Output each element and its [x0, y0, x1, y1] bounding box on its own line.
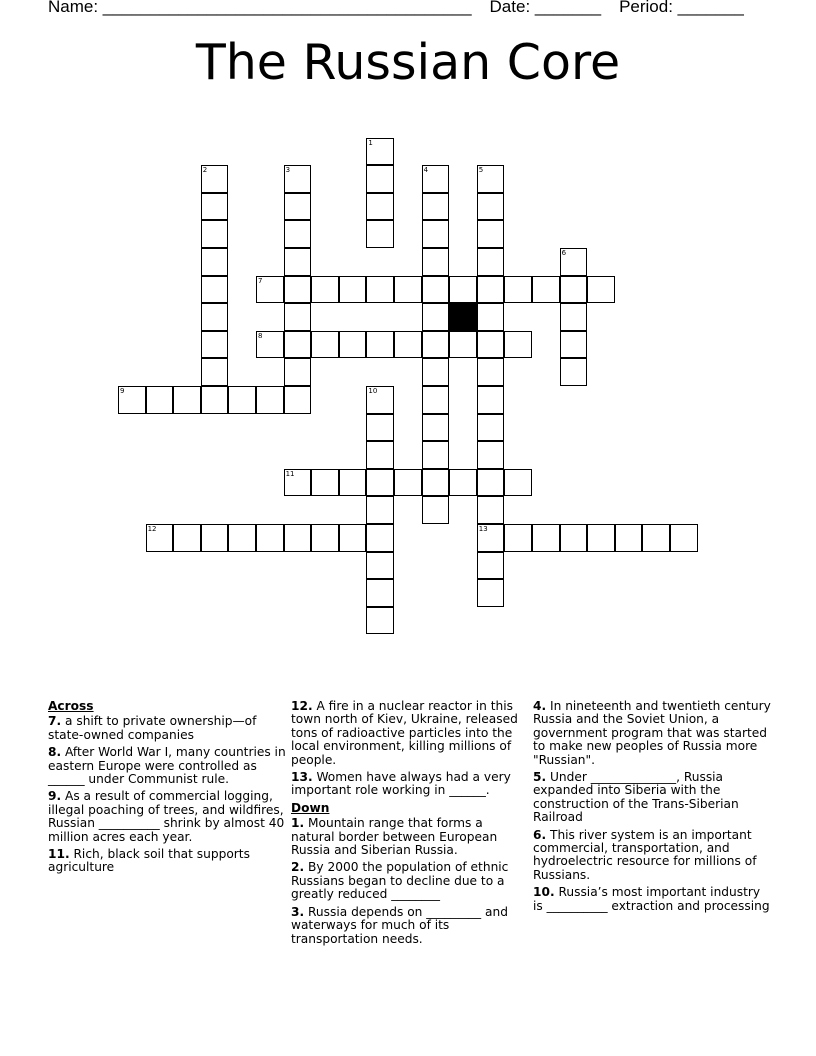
answer-cell[interactable]	[642, 524, 670, 552]
clues-column-3	[533, 700, 771, 917]
answer-cell[interactable]	[477, 358, 505, 386]
answer-cell[interactable]	[366, 138, 394, 166]
clues-column-1	[48, 700, 286, 879]
answer-cell[interactable]	[201, 303, 229, 331]
answer-cell[interactable]	[228, 524, 256, 552]
clue-text: Russia’s most important industry is __________ extraction and processing	[533, 885, 770, 913]
clue-down-3	[291, 906, 529, 946]
answer-cell[interactable]	[146, 386, 174, 414]
clue-text: After World War I, many countries in eastern Europe were controlled as ______ under Communist rule.	[48, 745, 286, 787]
across-heading: Across	[48, 699, 94, 713]
clue-across-11	[48, 848, 286, 875]
clue-down-2	[291, 861, 529, 901]
clue-text: Mountain range that forms a natural border between European Russia and Siberian Russia.	[291, 816, 498, 858]
answer-cell[interactable]	[477, 552, 505, 580]
answer-cell[interactable]	[560, 524, 588, 552]
clue-number: 8.	[48, 745, 62, 760]
answer-cell[interactable]	[366, 276, 394, 304]
answer-cell[interactable]	[587, 276, 615, 304]
answer-cell[interactable]	[201, 248, 229, 276]
answer-cell[interactable]	[477, 386, 505, 414]
answer-cell[interactable]	[615, 524, 643, 552]
clue-text: Russia depends on _________ and waterways for much of its transportation needs.	[291, 904, 508, 946]
clue-number: 11.	[48, 847, 70, 862]
clue-number: 1.	[291, 816, 305, 831]
answer-cell[interactable]	[477, 469, 505, 497]
clue-text: This river system is an important commercial, transportation, and hydroelectric resource for millions of Russians.	[533, 827, 757, 882]
answer-cell[interactable]	[366, 607, 394, 635]
answer-cell[interactable]	[422, 193, 450, 221]
answer-cell[interactable]	[311, 469, 339, 497]
answer-cell[interactable]	[449, 331, 477, 359]
answer-cell[interactable]	[422, 358, 450, 386]
clue-number: 13.	[291, 770, 313, 785]
clue-number-label: 13	[478, 525, 488, 533]
clue-number: 10.	[533, 885, 555, 900]
answer-cell[interactable]	[366, 579, 394, 607]
answer-cell[interactable]	[146, 524, 174, 552]
answer-cell[interactable]	[284, 331, 312, 359]
answer-cell[interactable]	[366, 552, 394, 580]
clue-across-7	[48, 715, 286, 742]
clue-down-6	[533, 829, 771, 883]
clue-number-label: 11	[285, 469, 295, 478]
clue-across-9	[48, 790, 286, 844]
clue-number: 7.	[48, 714, 62, 729]
clue-number-label: 12	[147, 525, 157, 533]
clue-down-1	[291, 817, 529, 857]
clue-number: 6.	[533, 827, 547, 842]
clue-across-13	[291, 771, 529, 798]
answer-cell[interactable]	[284, 193, 312, 221]
answer-cell[interactable]	[422, 386, 450, 414]
answer-cell[interactable]	[477, 414, 505, 442]
clue-number: 4.	[533, 699, 547, 713]
answer-cell[interactable]	[560, 276, 588, 304]
clue-number-label: 1	[368, 138, 373, 147]
answer-cell[interactable]	[228, 386, 256, 414]
answer-cell[interactable]	[477, 248, 505, 276]
answer-cell[interactable]	[366, 524, 394, 552]
answer-cell[interactable]	[560, 331, 588, 359]
answer-cell[interactable]	[118, 386, 146, 414]
answer-cell[interactable]	[339, 276, 367, 304]
answer-cell[interactable]	[256, 524, 284, 552]
answer-cell[interactable]	[394, 469, 422, 497]
answer-cell[interactable]	[394, 276, 422, 304]
clue-text: A fire in a nuclear reactor in this town north of Kiev, Ukraine, released tons of radioactive particles into the local environment, killing millions of people.	[291, 699, 518, 767]
answer-cell[interactable]	[560, 248, 588, 276]
answer-cell[interactable]	[173, 524, 201, 552]
answer-cell[interactable]	[201, 276, 229, 304]
answer-cell[interactable]	[256, 276, 284, 304]
answer-cell[interactable]	[256, 331, 284, 359]
answer-cell[interactable]	[504, 331, 532, 359]
answer-cell[interactable]	[422, 496, 450, 524]
answer-cell[interactable]	[366, 414, 394, 442]
clue-number-label: 2	[202, 166, 208, 175]
answer-cell[interactable]	[201, 220, 229, 248]
name-field[interactable]: Name: _______________________________________	[48, 0, 472, 16]
answer-cell[interactable]	[311, 524, 339, 552]
clue-text: In nineteenth and twentieth century Russia and the Soviet Union, a government program that was started to make new peoples of Russia more "Russian".	[533, 699, 771, 767]
answer-cell[interactable]	[366, 193, 394, 221]
answer-cell[interactable]	[477, 579, 505, 607]
answer-cell[interactable]	[670, 524, 698, 552]
answer-cell[interactable]	[477, 524, 505, 552]
clue-text: Women have always had a very important role working in ______.	[291, 770, 511, 798]
answer-cell[interactable]	[504, 469, 532, 497]
answer-cell[interactable]	[477, 220, 505, 248]
clue-number: 3.	[291, 904, 305, 919]
answer-cell[interactable]	[449, 276, 477, 304]
down-heading: Down	[291, 800, 330, 815]
clue-across-8	[48, 746, 286, 786]
answer-cell[interactable]	[504, 276, 532, 304]
answer-cell[interactable]	[201, 524, 229, 552]
date-field[interactable]: Date: _______	[489, 0, 602, 16]
answer-cell[interactable]	[422, 276, 450, 304]
clue-down-5	[533, 771, 771, 825]
clue-number-label: 6	[561, 249, 567, 257]
clue-text: Rich, black soil that supports agriculture	[48, 847, 250, 875]
answer-cell[interactable]	[339, 331, 367, 359]
page-title: The Russian Core	[195, 34, 621, 91]
answer-cell[interactable]	[284, 165, 312, 193]
answer-cell[interactable]	[311, 331, 339, 359]
answer-cell[interactable]	[504, 524, 532, 552]
answer-cell[interactable]	[477, 276, 505, 304]
answer-cell[interactable]	[422, 469, 450, 497]
answer-cell[interactable]	[587, 524, 615, 552]
answer-cell[interactable]	[422, 165, 450, 193]
answer-cell[interactable]	[366, 331, 394, 359]
answer-cell[interactable]	[477, 303, 505, 331]
clue-number-label: 4	[423, 166, 429, 175]
answer-cell[interactable]	[201, 386, 229, 414]
answer-cell[interactable]	[173, 386, 201, 414]
answer-cell[interactable]	[422, 414, 450, 442]
clue-text: By 2000 the population of ethnic Russians began to decline due to a greatly reduced ________	[291, 860, 509, 902]
answer-cell[interactable]	[339, 469, 367, 497]
clue-number: 12.	[291, 699, 313, 713]
clue-number-label: 10	[368, 387, 378, 395]
answer-cell[interactable]	[449, 469, 477, 497]
answer-cell[interactable]	[477, 193, 505, 221]
clue-text: a shift to private ownership—of state-owned companies	[48, 714, 257, 742]
answer-cell[interactable]	[284, 386, 312, 414]
answer-cell[interactable]	[422, 248, 450, 276]
answer-cell[interactable]	[284, 248, 312, 276]
answer-cell[interactable]	[366, 165, 394, 193]
clue-number: 2.	[291, 860, 305, 875]
answer-cell[interactable]	[366, 496, 394, 524]
answer-cell[interactable]	[422, 303, 450, 331]
answer-cell[interactable]	[477, 496, 505, 524]
answer-cell[interactable]	[477, 331, 505, 359]
answer-cell[interactable]	[311, 276, 339, 304]
answer-cell[interactable]	[422, 331, 450, 359]
clue-text: Under ______________, Russia expanded into Siberia with the construction of the Trans-Siberian Railroad	[533, 770, 739, 825]
answer-cell[interactable]	[284, 220, 312, 248]
answer-cell[interactable]	[284, 469, 312, 497]
black-square	[449, 303, 477, 331]
clue-number-label: 7	[258, 276, 263, 285]
answer-cell[interactable]	[366, 441, 394, 469]
answer-cell[interactable]	[201, 165, 229, 193]
answer-cell[interactable]	[394, 331, 422, 359]
answer-cell[interactable]	[339, 524, 367, 552]
clue-down-4	[533, 700, 771, 767]
clue-across-12	[291, 700, 529, 767]
answer-cell[interactable]	[366, 386, 394, 414]
clue-number: 9.	[48, 789, 62, 804]
answer-cell[interactable]	[560, 358, 588, 386]
answer-cell[interactable]	[284, 276, 312, 304]
answer-cell[interactable]	[201, 331, 229, 359]
answer-cell[interactable]	[477, 441, 505, 469]
clue-number-label: 3	[285, 166, 291, 175]
answer-cell[interactable]	[201, 193, 229, 221]
answer-cell[interactable]	[422, 441, 450, 469]
clue-number-label: 8	[258, 331, 263, 340]
answer-cell[interactable]	[284, 303, 312, 331]
period-field[interactable]: Period: _______	[619, 0, 744, 16]
answer-cell[interactable]	[477, 165, 505, 193]
answer-cell[interactable]	[366, 220, 394, 248]
answer-cell[interactable]	[284, 358, 312, 386]
clue-number-label: 9	[120, 387, 125, 395]
clue-down-10	[533, 886, 771, 913]
clue-number: 5.	[533, 770, 547, 785]
clue-text: As a result of commercial logging, illegal poaching of trees, and wildfires, Russian __________ shrink by almost 40 million acres each year.	[48, 789, 285, 844]
answer-cell[interactable]	[366, 469, 394, 497]
answer-cell[interactable]	[532, 276, 560, 304]
answer-cell[interactable]	[422, 220, 450, 248]
answer-cell[interactable]	[256, 386, 284, 414]
answer-cell[interactable]	[560, 303, 588, 331]
answer-cell[interactable]	[532, 524, 560, 552]
answer-cell[interactable]	[284, 524, 312, 552]
answer-cell[interactable]	[201, 358, 229, 386]
clue-number-label: 5	[478, 166, 484, 175]
clues-column-2	[291, 700, 529, 950]
